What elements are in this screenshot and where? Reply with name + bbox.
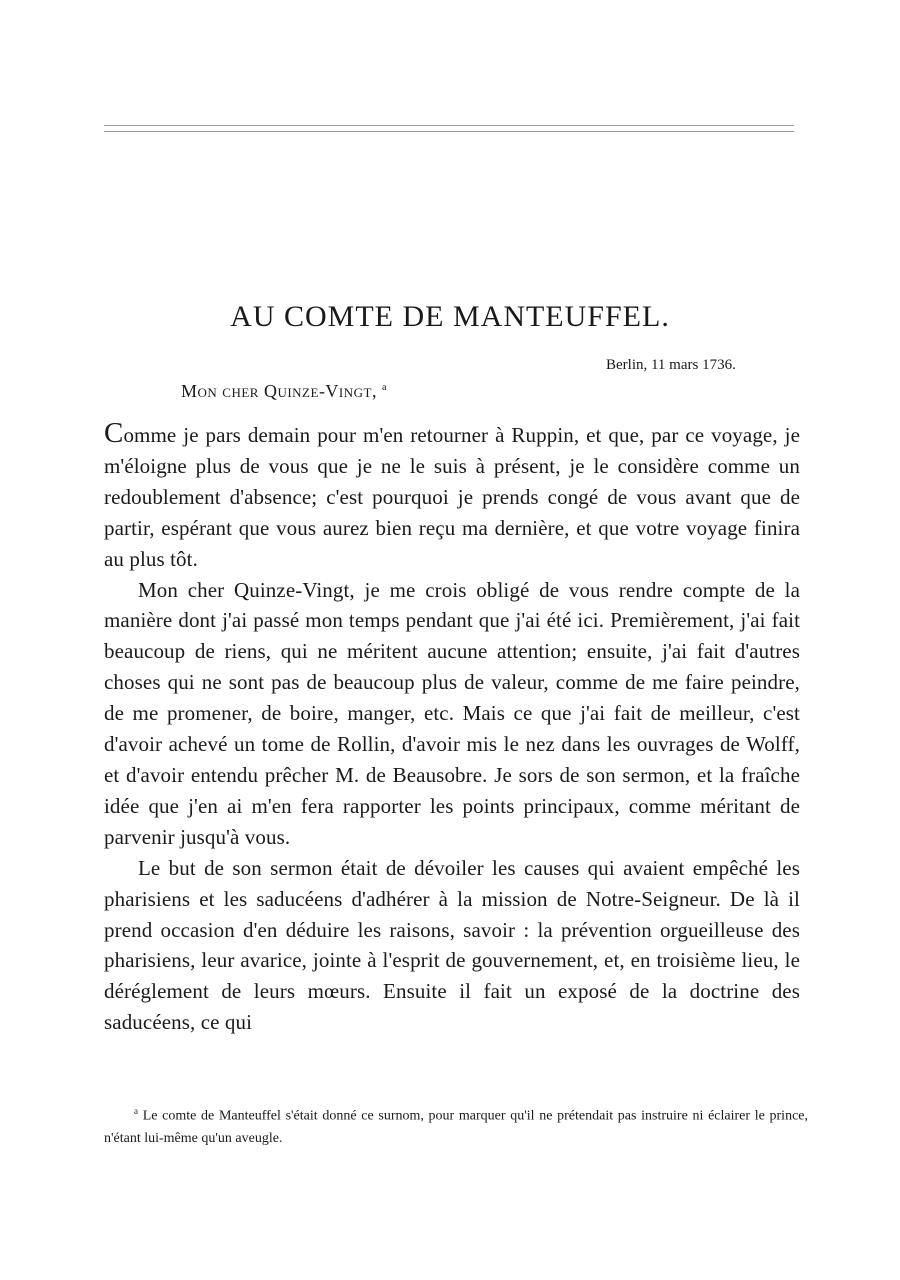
paragraph-1-text: omme je pars demain pour m'en retourner à Ruppin, et que, par ce voyage, je m'éloigne plus de vous que je ne le suis à présent, je le considère comme un redoublement d'absence; c'est pourquoi je prends congé de vous avant que de partir, espérant que vous aurez bien reçu ma dernière, et que votre voyage finira au plus tôt.	[104, 423, 800, 571]
letter-title: AU COMTE DE MANTEUFFEL.	[230, 300, 670, 333]
letter-dateline: Berlin, 11 mars 1736.	[606, 357, 736, 373]
drop-cap: C	[104, 417, 124, 449]
footnote-marker: a	[134, 1106, 138, 1116]
salutation-footnote-marker: a	[381, 382, 387, 393]
letter-salutation	[181, 381, 387, 402]
paragraph-2: Mon cher Quinze-Vingt, je me crois obligé de vous rendre compte de la manière dont j'ai passé mon temps pendant que j'ai été ici. Premièrement, j'ai fait beaucoup de riens, qui ne méritent aucune attention; ensuite, j'ai fait d'autres choses qui ne sont pas de beaucoup plus de valeur, comme de me faire peindre, de me promener, de boire, manger, etc. Mais ce que j'ai fait de meilleur, c'est d'avoir achevé un tome de Rollin, d'avoir mis le nez dans les ouvrages de Wolff, et d'avoir entendu prêcher M. de Beausobre. Je sors de son sermon, et la fraîche idée que j'en ai m'en fera rapporter les points principaux, comme méritant de parvenir jusqu'à vous.	[104, 577, 800, 849]
paragraph-3: Le but de son sermon était de dévoiler les causes qui avaient empêché les pharisiens et les saducéens d'adhérer à la mission de Notre-Seigneur. De là il prend occasion d'en déduire les raisons, savoir : la prévention orgueilleuse des pharisiens, leur avarice, jointe à l'esprit de gouvernement, et, en troisième lieu, le déréglement de leurs mœurs. Ensuite il fait un exposé de la doctrine des saducéens, ce qui	[104, 855, 800, 1035]
footnote-paragraph	[104, 1100, 808, 1150]
header-rule-bottom	[104, 131, 794, 132]
footnote	[104, 1100, 808, 1150]
salutation-text: Mon cher Quinze-Vingt,	[181, 381, 377, 401]
footnote-text: Le comte de Manteuffel s'était donné ce surnom, pour marquer qu'il ne prétendait pas instruire ni éclairer le prince, n'étant lui-même qu'un aveugle.	[104, 1108, 808, 1146]
paragraph-1	[104, 417, 800, 575]
header-rule-top	[104, 125, 794, 126]
letter-body	[104, 417, 800, 1038]
